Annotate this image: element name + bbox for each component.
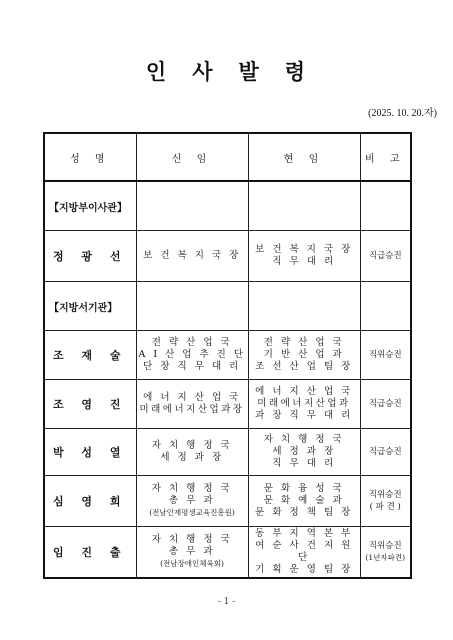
header-note: 비 고 <box>360 133 411 181</box>
title-char: 인 <box>145 60 169 84</box>
current-position: 보 건 복 지 국 장 직 무 대 리 <box>248 231 360 282</box>
header-current-position: 현 임 <box>248 133 360 181</box>
table-row <box>44 231 411 282</box>
person-name: 조 영 진 <box>44 380 136 429</box>
personnel-table <box>43 132 412 579</box>
header-name: 성 명 <box>44 133 136 181</box>
new-position: 자 치 행 정 국 총 무 과 (전남인재평생교육진흥원) <box>136 476 248 527</box>
current-position: 전 략 산 업 국 기 반 산 업 과 조 선 산 업 팀 장 <box>248 331 360 380</box>
person-name: 정 광 선 <box>44 231 136 282</box>
note-cell: 직급승진 <box>360 380 411 429</box>
note-cell: 직위승진 <box>360 331 411 380</box>
current-position: 에 너 지 산 업 국 미래에너지산업과 과 장 직 무 대 리 <box>248 380 360 429</box>
issue-date: (2025. 10. 20.자) <box>368 108 437 119</box>
person-name: 임 진 출 <box>44 527 136 579</box>
new-position: 자 치 행 정 국 세 정 과 장 <box>136 429 248 476</box>
section-label: 【지방서기관】 <box>44 282 136 331</box>
new-position: 에 너 지 산 업 국 미래에너지산업과장 <box>136 380 248 429</box>
section-row <box>44 282 411 331</box>
page-number: - 1 - <box>217 597 236 607</box>
new-position: 자 치 행 정 국 총 무 과 (전남장애인체육회) <box>136 527 248 579</box>
title-char: 사 <box>192 60 215 84</box>
new-position: 전 략 산 업 국 A I 산 업 추 진 단 단 장 직 무 대 리 <box>136 331 248 380</box>
header-new-position: 신 임 <box>136 133 248 181</box>
title-char: 발 <box>238 60 261 84</box>
table-row <box>44 476 411 527</box>
table-row <box>44 527 411 579</box>
document-title <box>0 56 453 86</box>
current-position: 동 부 지 역 본 부 여 순 사 건 지 원 단 기 획 운 영 팀 장 <box>248 527 360 579</box>
new-position: 보 건 복 지 국 장 <box>136 231 248 282</box>
table-header-row <box>44 133 411 181</box>
person-name: 조 재 술 <box>44 331 136 380</box>
current-position: 자 치 행 정 국 세 정 과 장 직 무 대 리 <box>248 429 360 476</box>
current-position: 문 화 융 성 국 문 화 예 술 과 문 화 정 책 팀 장 <box>248 476 360 527</box>
table-row <box>44 380 411 429</box>
section-row <box>44 181 411 231</box>
table-row <box>44 429 411 476</box>
note-cell: 직위승진 ( 파 견 ) <box>360 476 411 527</box>
note-cell: 직위승진 (1년자파견) <box>360 527 411 579</box>
section-label: 【지방부이사관】 <box>44 181 136 231</box>
note-cell: 직급승진 <box>360 231 411 282</box>
note-cell: 직급승진 <box>360 429 411 476</box>
person-name: 박 성 열 <box>44 429 136 476</box>
title-char: 령 <box>284 60 308 84</box>
table-row <box>44 331 411 380</box>
person-name: 심 영 희 <box>44 476 136 527</box>
